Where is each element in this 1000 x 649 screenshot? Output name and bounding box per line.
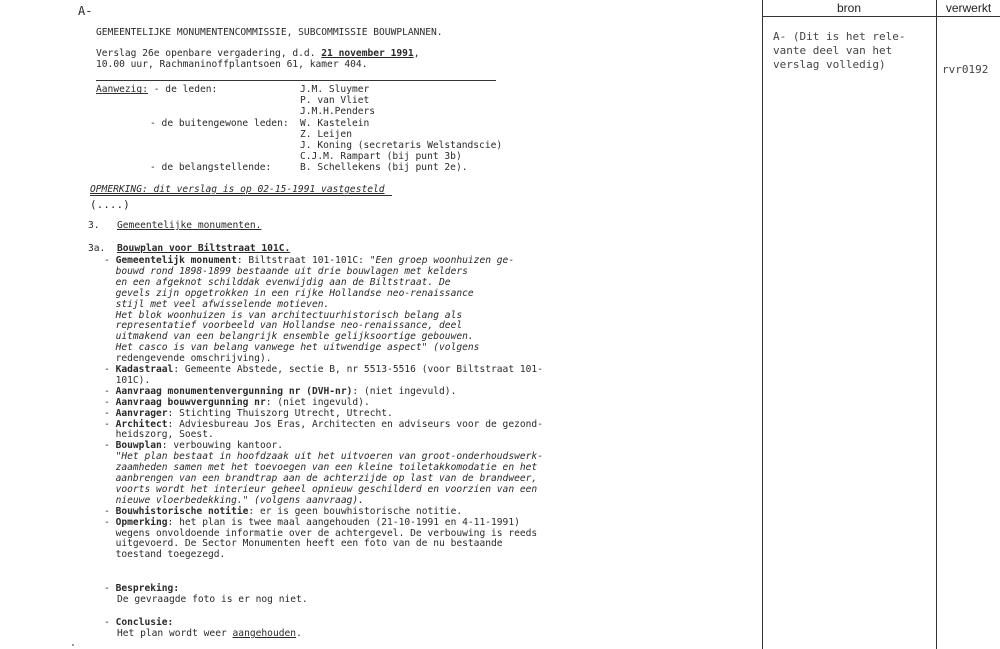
body-line-prefix — [104, 549, 116, 560]
body-line-text: redengevende omschrijving). — [115, 353, 272, 365]
body-line — [104, 342, 479, 353]
margin-table-header-rule — [762, 16, 1000, 17]
body-line — [104, 310, 462, 321]
body-line-quote: Het plan bestaat in hoofdzaak uit het uitvoeren van groot-onderhoudswerk- — [121, 451, 543, 463]
remark-rule — [90, 195, 392, 196]
body-line-prefix — [104, 484, 116, 495]
body-line-prefix — [104, 462, 116, 473]
body-line — [104, 266, 468, 277]
body-line-text: heidszorg, Soest. — [115, 429, 214, 441]
body-line-quote: bouwd rond 1898-1899 bestaande uit drie bouwlagen met kelders — [115, 265, 468, 277]
body-line-prefix — [104, 495, 116, 506]
body-line — [104, 462, 537, 473]
body-line — [104, 517, 520, 528]
body-line — [104, 288, 474, 299]
bespreking-label: - Bespreking: — [104, 583, 180, 594]
body-line-quote: voorts wordt het interieur geheel opnieuw geschilderd en voorzien van een — [115, 483, 538, 495]
body-line-quote: stijl met veel afwisselende motieven. — [115, 298, 330, 310]
body-line-prefix: - — [104, 516, 116, 528]
body-line-prefix — [104, 288, 116, 299]
body-line-quote: nieuwe vloerbedekking." (volgens aanvraag). — [115, 494, 364, 506]
verwerkt-value: rvr0192 — [942, 63, 989, 76]
body-line — [104, 364, 543, 375]
divider-top — [96, 80, 496, 81]
bron-header: bron — [836, 1, 862, 15]
body-line-prefix — [104, 277, 116, 288]
conclusie-text — [117, 628, 302, 639]
body-line-text: uitgevoerd. De Sector Monumenten heeft een foto van de nu bestaande — [115, 538, 503, 550]
body-line-text: : Adviesbureau Jos Eras, Architecten en adviseurs voor de gezond- — [167, 418, 543, 430]
conclusie-label-text: Conclusie: — [115, 617, 174, 628]
body-line — [104, 440, 283, 451]
attendance-name: Z. Leijen — [300, 128, 352, 140]
bron-line: A- (Dit is het rele- — [773, 30, 906, 43]
section-title: Gemeentelijke monumenten. — [117, 220, 262, 231]
body-line-text: : er is geen bouwhistorische notitie. — [248, 505, 463, 517]
body-line-prefix — [104, 310, 116, 321]
conclusie-label: - Conclusie: — [104, 617, 174, 628]
body-line-heading: Bouwplan — [115, 440, 162, 452]
scan-speck — [72, 644, 74, 646]
body-line-heading: Aanvrager — [115, 407, 168, 419]
body-line — [104, 506, 462, 517]
body-line-prefix — [104, 353, 116, 364]
body-line-text: wegens onvoldoende informatie over de achtergevel. De verbouwing is reeds — [115, 527, 538, 539]
body-line — [104, 495, 364, 506]
meeting-suffix: , — [413, 48, 420, 59]
margin-table-left-border — [762, 0, 763, 649]
corner-mark: A- — [78, 4, 93, 18]
body-line-quote: zaamheden samen met het toevoegen van een kleine toiletakkomodatie en het — [115, 462, 538, 474]
body-line-prefix: - — [104, 505, 116, 517]
body-line-heading: Bouwhistorische notitie — [115, 505, 249, 517]
aanwezig-underline — [96, 93, 148, 94]
body-line — [104, 353, 272, 364]
body-line-text: toestand toegezegd. — [115, 549, 226, 561]
body-line-heading: Aanvraag bouwvergunning nr — [115, 396, 266, 408]
body-line-quote: aanbrengen van een brandtrap aan de achterzijde op last van de brandweer, — [115, 473, 538, 484]
body-line — [104, 320, 462, 331]
body-line-text: : Gemeente Abstede, sectie B, nr 5513-5516 (voor Biltstraat 101- — [173, 364, 543, 375]
body-line — [104, 429, 214, 440]
body-line-quote: Een groep woonhuizen ge- — [375, 255, 515, 266]
attendance-label: - de buitengewone leden: — [150, 117, 289, 129]
body-line-text: : Biltstraat 101-101C: " — [236, 255, 376, 266]
item-title: Bouwplan voor Biltstraat 101C. — [117, 243, 291, 254]
body-line-prefix: - — [104, 418, 116, 430]
attendance-name: J.M. Sluymer — [300, 84, 370, 95]
body-line-prefix — [104, 451, 116, 462]
body-line-quote: gevels zijn opgetrokken in een rijke Hollandse neo-renaissance — [115, 287, 474, 299]
body-line-prefix — [104, 429, 116, 440]
meeting-line — [96, 48, 419, 59]
body-line-heading: Opmerking — [115, 516, 168, 528]
attendance-name: C.J.M. Rampart (bij punt 3b) — [300, 151, 462, 163]
body-line-text: : (niet ingevuld). — [352, 385, 457, 397]
body-line-quote: representatief voorbeeld van Hollandse neo-renaissance, deel — [115, 320, 463, 332]
attendance-name: B. Schellekens (bij punt 2e). — [300, 162, 468, 174]
body-line-prefix — [104, 473, 116, 484]
body-line-heading: Architect — [115, 418, 168, 430]
attendance-name: W. Kastelein — [300, 117, 370, 129]
verwerkt-header: verwerkt — [945, 1, 992, 15]
body-line-text: : (niet ingevuld). — [265, 396, 370, 408]
bespreking-text: De gevraagde foto is er nog niet. — [117, 594, 308, 605]
attendance-name: J. Koning (secretaris Welstandscie) — [300, 140, 503, 151]
body-line-prefix — [104, 299, 116, 310]
bron-line: vante deel van het — [773, 44, 893, 57]
body-line-prefix: - — [104, 364, 116, 375]
conclusie-emphasis: aangehouden — [232, 628, 297, 639]
body-line — [104, 528, 537, 539]
remark-line: OPMERKING: dit verslag is op 02-15-1991 vastgesteld — [90, 184, 385, 195]
conclusie-prefix: Het plan wordt weer — [117, 628, 233, 639]
bespreking-label-text: Bespreking: — [115, 583, 180, 594]
body-line-heading: Gemeentelijk monument — [115, 255, 237, 266]
body-line-prefix — [104, 342, 116, 353]
body-line — [104, 397, 370, 408]
body-line-prefix: - — [104, 440, 116, 452]
body-line — [104, 375, 150, 386]
body-line-prefix: - — [104, 255, 116, 266]
body-line — [104, 255, 514, 266]
attendance-name: P. van Vliet — [300, 95, 370, 107]
body-line — [104, 277, 451, 288]
body-line-prefix: - — [104, 385, 116, 397]
body-line-prefix — [104, 331, 116, 342]
body-line — [104, 408, 393, 419]
body-line-prefix — [104, 266, 116, 277]
conclusie-suffix: . — [296, 628, 302, 639]
section-number: 3. — [88, 220, 100, 231]
body-line-prefix — [104, 538, 116, 549]
body-line-heading: Kadastraal — [115, 364, 174, 375]
body-line-prefix — [104, 375, 116, 386]
body-line-prefix: - — [104, 396, 116, 408]
body-line — [104, 538, 503, 549]
body-line-text: " — [115, 451, 122, 463]
body-line — [104, 549, 225, 560]
body-line — [104, 386, 456, 397]
attendance-label: - de belangstellende: — [150, 162, 272, 174]
body-line-text: : Stichting Thuiszorg Utrecht, Utrecht. — [167, 407, 393, 419]
meeting-date: 21 november 1991 — [321, 48, 414, 59]
body-line-prefix: - — [104, 407, 116, 419]
body-line — [104, 419, 543, 430]
body-line — [104, 451, 543, 462]
body-line-quote: Het blok woonhuizen is van architectuurhistorisch belang als — [115, 309, 463, 321]
body-line-quote: en een afgeknot schilddak evenwijdig aan de Biltstraat. De — [115, 276, 451, 288]
body-line-prefix — [104, 320, 116, 331]
body-line — [104, 299, 329, 310]
bron-line: verslag volledig) — [773, 58, 886, 71]
body-line-text: 101C). — [115, 374, 151, 386]
margin-table-column-divider — [936, 0, 937, 649]
document-title: GEMEENTELIJKE MONUMENTENCOMMISSIE, SUBCOMMISSIE BOUWPLANNEN. — [96, 27, 443, 38]
attendance-name: J.M.H.Penders — [300, 106, 376, 118]
meeting-prefix: Verslag 26e openbare vergadering, d.d. — [96, 48, 322, 59]
body-line-quote: Het casco is van belang vanwege het uitwendige aspect" (volgens — [115, 342, 480, 354]
body-line-heading: Aanvraag monumentenvergunning nr (DVH-nr) — [115, 385, 353, 397]
body-line — [104, 484, 537, 495]
body-line-quote: uitmakend van een belangrijk ensemble gelijksoortige gebouwen. — [115, 331, 474, 343]
meeting-location: 10.00 uur, Rachmaninoffplantsoen 61, kamer 404. — [96, 59, 368, 70]
attendance-label: Aanwezig: - de leden: — [96, 84, 218, 95]
body-line-text: : verbouwing kantoor. — [161, 440, 284, 452]
body-line — [104, 331, 474, 342]
body-line — [104, 473, 537, 484]
body-line-prefix — [104, 528, 116, 539]
ellipsis: (....) — [90, 198, 130, 211]
item-number: 3a. — [88, 243, 106, 254]
body-line-text: : het plan is twee maal aangehouden (21-10-1991 en 4-11-1991) — [167, 516, 520, 528]
